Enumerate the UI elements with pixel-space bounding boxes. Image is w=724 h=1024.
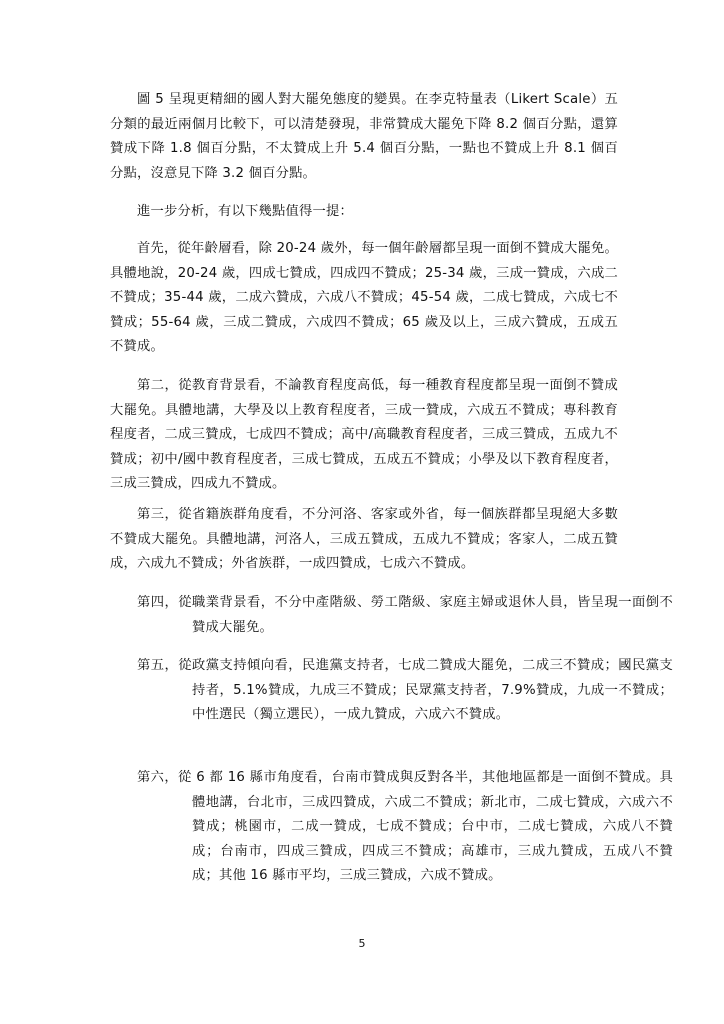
paragraph-likert-summary: 圖 5 呈現更精細的國人對大罷免態度的變異。在李克特量表（Likert Scale）五分類的最近兩個月比較下，可以清楚發現，非常贊成大罷免下降 8.2 個百分點，還算贊成下降 1.8 個百分點，不太贊成上升 5.4 個百分點，一點也不贊成上升 8.1 個百分點，沒意見下降 3.2 個百分點。 (110, 92, 618, 181)
paragraph-ethnic-groups: 第三，從省籍族群角度看，不分河洛、客家或外省，每一個族群都呈現絕大多數不贊成大罷免。具體地講，河洛人，三成五贊成，五成九不贊成；客家人，二成五贊成，六成九不贊成；外省族群，一成四贊成，七成六不贊成。 (110, 507, 618, 572)
paragraph-occupation: 第四，從職業背景看，不分中產階級、勞工階級、家庭主婦或退休人員，皆呈現一面倒不贊成大罷免。 (137, 595, 673, 635)
paragraph-municipalities: 第六，從 6 都 16 縣市角度看，台南市贊成與反對各半，其他地區都是一面倒不贊成。具體地講，台北市，三成四贊成，六成二不贊成；新北市，二成七贊成，六成六不贊成；桃園市，二成一贊成，七成不贊成；台中市，二成七贊成，六成八不贊成；台南市，四成三贊成，四成三不贊成；高雄市，三成九贊成，五成八不贊成；其他 16 縣市平均，三成三贊成，六成不贊成。 (137, 770, 673, 884)
paragraph-party-support: 第五，從政黨支持傾向看，民進黨支持者，七成二贊成大罷免，二成三不贊成；國民黨支持者，5.1%贊成，九成三不贊成；民眾黨支持者，7.9%贊成，九成一不贊成；中性選民（獨立選民），一成九贊成，六成六不贊成。 (137, 658, 673, 723)
paragraph-intro-points: 進一步分析，有以下幾點值得一提： (137, 204, 353, 219)
paragraph-education: 第二，從教育背景看，不論教育程度高低，每一種教育程度都呈現一面倒不贊成大罷免。具體地講，大學及以上教育程度者，三成一贊成，六成五不贊成；專科教育程度者，二成三贊成，七成四不贊成；高中/高職教育程度者，三成三贊成，五成九不贊成；初中/國中教育程度者，三成七贊成，五成五不贊成；小學及以下教育程度者，三成三贊成，四成九不贊成。 (110, 378, 618, 492)
page-number: 5 (358, 937, 366, 950)
paragraph-age-groups: 首先，從年齡層看，除 20-24 歲外，每一個年齡層都呈現一面倒不贊成大罷免。具體地說，20-24 歲，四成七贊成，四成四不贊成；25-34 歲，三成一贊成，六成二不贊成；35-44 歲，二成六贊成，六成八不贊成；45-54 歲，二成七贊成，六成七不贊成；55-64 歲，三成二贊成，六成四不贊成；65 歲及以上，三成六贊成，五成五不贊成。 (110, 241, 618, 355)
